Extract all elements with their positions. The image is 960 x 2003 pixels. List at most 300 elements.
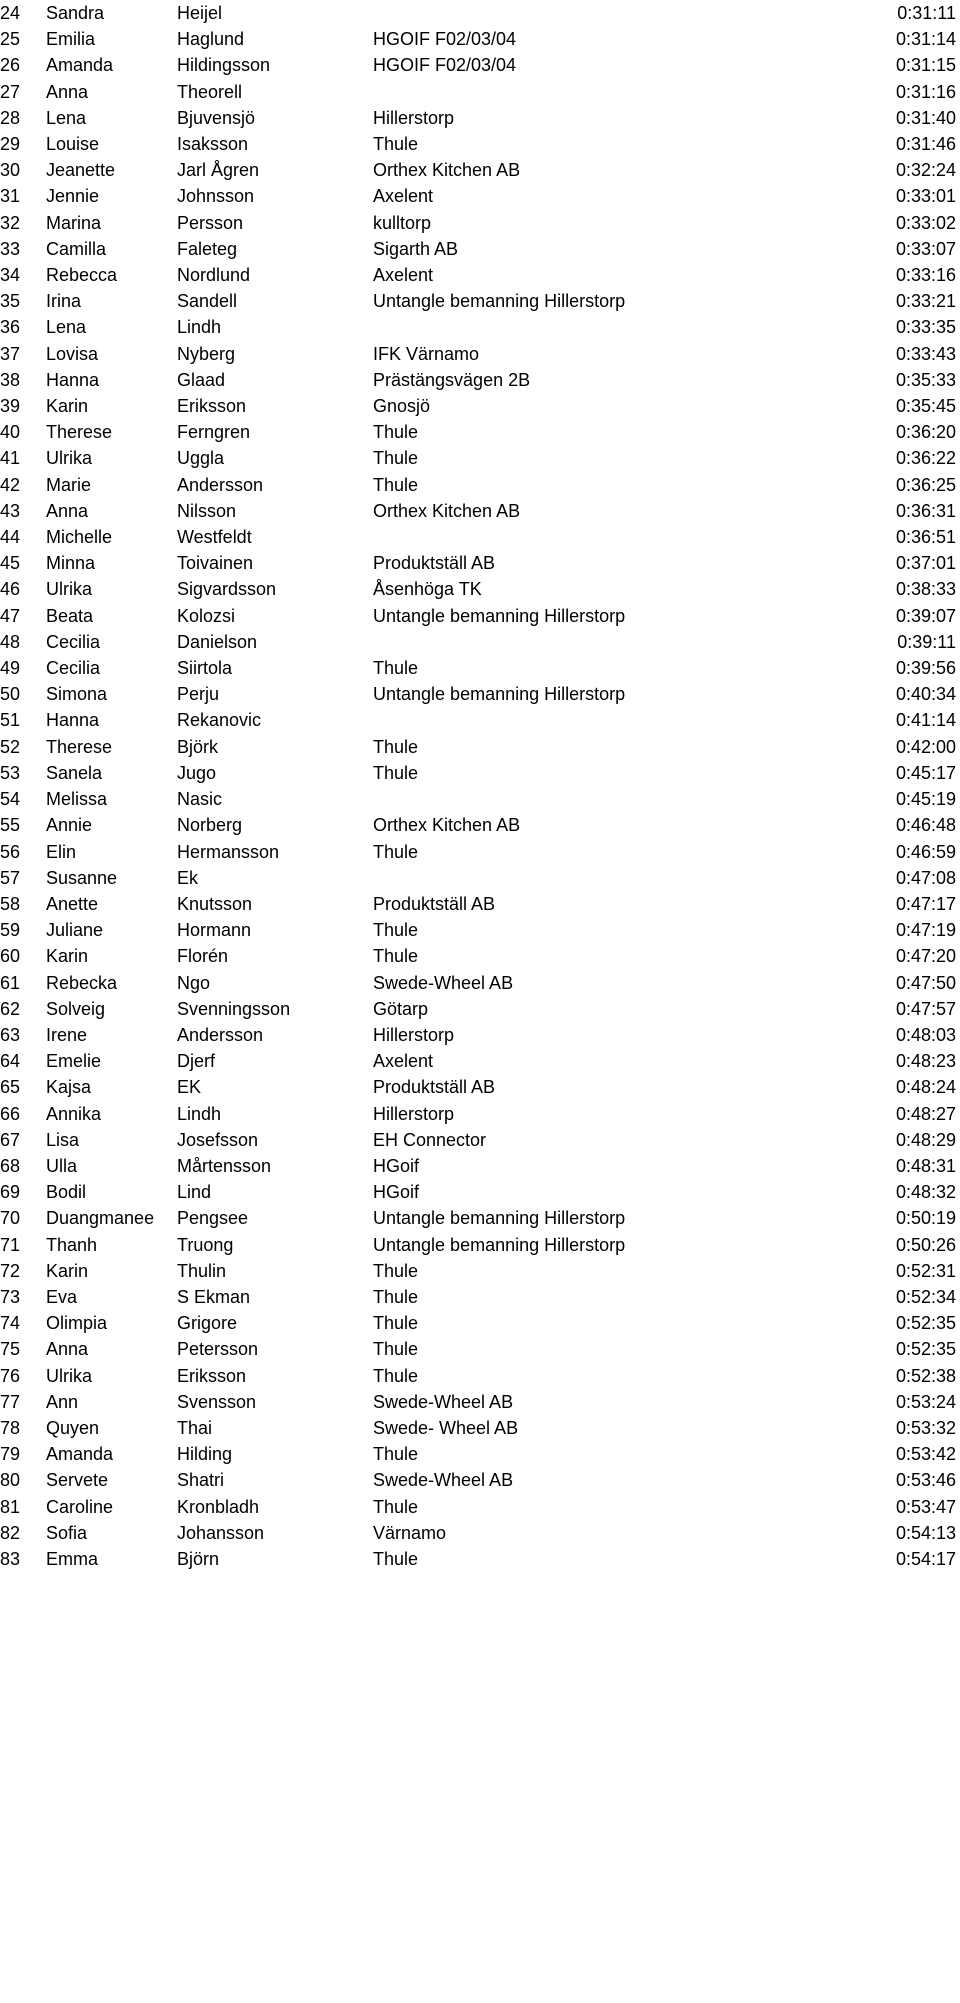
club-cell: Axelent	[373, 186, 434, 207]
time-cell: 0:35:45	[895, 396, 956, 417]
club-cell	[373, 314, 683, 340]
last-name-cell: Ngo	[177, 972, 211, 993]
time-cell: 0:33:21	[895, 291, 956, 312]
first-name-cell: Cecilia	[46, 631, 101, 652]
first-name-cell: Lena	[46, 107, 87, 128]
place-cell: 40	[0, 422, 21, 443]
last-name-cell: Johnsson	[177, 186, 255, 207]
last-name-cell: Djerf	[177, 1051, 216, 1072]
club-cell: Orthex Kitchen AB	[373, 160, 521, 181]
last-name-cell: Hilding	[177, 1444, 233, 1465]
last-name-cell: Faleteg	[177, 238, 238, 259]
club-cell	[373, 79, 683, 105]
result-row	[0, 1127, 960, 1153]
first-name-cell: Solveig	[46, 998, 106, 1019]
place-cell: 31	[0, 186, 21, 207]
time-cell: 0:33:07	[895, 238, 956, 259]
first-name-cell: Therese	[46, 736, 113, 757]
last-name-cell: Josefsson	[177, 1129, 259, 1150]
club-cell: Thule	[373, 1548, 419, 1569]
club-cell: Thule	[373, 1313, 419, 1334]
last-name-cell: Björk	[177, 736, 219, 757]
first-name-cell: Emilia	[46, 29, 96, 50]
time-cell: 0:47:19	[895, 920, 956, 941]
first-name-cell: Annika	[46, 1103, 102, 1124]
place-cell: 67	[0, 1129, 21, 1150]
last-name-cell: Andersson	[177, 1024, 264, 1045]
result-row	[0, 1415, 960, 1441]
last-name-cell: Jugo	[177, 762, 217, 783]
place-cell: 75	[0, 1339, 21, 1360]
first-name-cell: Lena	[46, 317, 87, 338]
club-cell: Götarp	[373, 998, 429, 1019]
first-name-cell: Juliane	[46, 920, 104, 941]
first-name-cell: Lisa	[46, 1129, 80, 1150]
club-cell: Untangle bemanning Hillerstorp	[373, 1234, 626, 1255]
result-row	[0, 1494, 960, 1520]
last-name-cell: Theorell	[177, 81, 243, 102]
place-cell: 63	[0, 1024, 21, 1045]
place-cell: 48	[0, 631, 21, 652]
result-row	[0, 603, 960, 629]
time-cell: 0:37:01	[895, 553, 956, 574]
last-name-cell: Knutsson	[177, 893, 253, 914]
result-row	[0, 1546, 960, 1572]
result-row	[0, 1232, 960, 1258]
time-cell: 0:47:17	[895, 893, 956, 914]
last-name-cell: Truong	[177, 1234, 234, 1255]
time-cell: 0:54:13	[895, 1522, 956, 1543]
result-row	[0, 1389, 960, 1415]
last-name-cell: Heijel	[177, 3, 223, 23]
place-cell: 32	[0, 212, 21, 233]
place-cell: 29	[0, 134, 21, 155]
place-cell: 80	[0, 1470, 21, 1491]
result-row	[0, 943, 960, 969]
last-name-cell: Norberg	[177, 815, 243, 836]
place-cell: 57	[0, 867, 21, 888]
club-cell: HGoif	[373, 1182, 420, 1203]
club-cell: Sigarth AB	[373, 238, 459, 259]
place-cell: 70	[0, 1208, 21, 1229]
result-row	[0, 970, 960, 996]
club-cell: Thule	[373, 1496, 419, 1517]
first-name-cell: Cecilia	[46, 658, 101, 679]
last-name-cell: Uggla	[177, 448, 225, 469]
result-row	[0, 524, 960, 550]
last-name-cell: Isaksson	[177, 134, 249, 155]
time-cell: 0:32:24	[895, 160, 956, 181]
first-name-cell: Emma	[46, 1548, 99, 1569]
place-cell: 64	[0, 1051, 21, 1072]
place-cell: 33	[0, 238, 21, 259]
time-cell: 0:48:32	[895, 1182, 956, 1203]
place-cell: 60	[0, 946, 21, 967]
first-name-cell: Ulla	[46, 1155, 78, 1176]
last-name-cell: Johansson	[177, 1522, 265, 1543]
first-name-cell: Ulrika	[46, 1365, 93, 1386]
last-name-cell: Bjuvensjö	[177, 107, 256, 128]
place-cell: 55	[0, 815, 21, 836]
result-row	[0, 288, 960, 314]
place-cell: 52	[0, 736, 21, 757]
time-cell: 0:53:24	[895, 1391, 956, 1412]
club-cell: Thule	[373, 1444, 419, 1465]
club-cell: Untangle bemanning Hillerstorp	[373, 684, 626, 705]
last-name-cell: Lindh	[177, 317, 222, 338]
result-row	[0, 1205, 960, 1231]
place-cell: 74	[0, 1313, 21, 1334]
club-cell: Swede-Wheel AB	[373, 1391, 514, 1412]
club-cell: HGoif	[373, 1155, 420, 1176]
first-name-cell: Simona	[46, 684, 108, 705]
result-row	[0, 1520, 960, 1546]
place-cell: 39	[0, 396, 21, 417]
time-cell: 0:53:46	[895, 1470, 956, 1491]
club-cell: Untangle bemanning Hillerstorp	[373, 291, 626, 312]
first-name-cell: Anna	[46, 500, 89, 521]
result-row	[0, 629, 960, 655]
time-cell: 0:48:24	[895, 1077, 956, 1098]
club-cell	[373, 707, 683, 733]
first-name-cell: Bodil	[46, 1182, 87, 1203]
last-name-cell: EK	[177, 1077, 202, 1098]
result-row	[0, 1153, 960, 1179]
result-row	[0, 262, 960, 288]
result-row	[0, 1336, 960, 1362]
club-cell: EH Connector	[373, 1129, 487, 1150]
result-row	[0, 812, 960, 838]
last-name-cell: Kronbladh	[177, 1496, 260, 1517]
place-cell: 44	[0, 527, 21, 548]
first-name-cell: Sanela	[46, 762, 103, 783]
place-cell: 69	[0, 1182, 21, 1203]
club-cell	[373, 786, 683, 812]
last-name-cell: Petersson	[177, 1339, 259, 1360]
first-name-cell: Beata	[46, 605, 94, 626]
first-name-cell: Hanna	[46, 369, 100, 390]
first-name-cell: Minna	[46, 553, 96, 574]
first-name-cell: Karin	[46, 1260, 89, 1281]
result-row	[0, 786, 960, 812]
time-cell: 0:36:22	[895, 448, 956, 469]
place-cell: 37	[0, 343, 21, 364]
club-cell: Thule	[373, 736, 419, 757]
place-cell: 76	[0, 1365, 21, 1386]
club-cell: HGOIF F02/03/04	[373, 55, 517, 76]
result-row	[0, 917, 960, 943]
place-cell: 30	[0, 160, 21, 181]
time-cell: 0:33:02	[895, 212, 956, 233]
place-cell: 45	[0, 553, 21, 574]
time-cell: 0:47:20	[895, 946, 956, 967]
club-cell	[373, 0, 683, 26]
time-cell: 0:31:11	[897, 3, 956, 23]
last-name-cell: Nordlund	[177, 265, 251, 286]
first-name-cell: Thanh	[46, 1234, 98, 1255]
last-name-cell: Ek	[177, 867, 199, 888]
result-row	[0, 734, 960, 760]
first-name-cell: Irina	[46, 291, 82, 312]
last-name-cell: Glaad	[177, 369, 226, 390]
place-cell: 72	[0, 1260, 21, 1281]
time-cell: 0:52:35	[895, 1339, 956, 1360]
time-cell: 0:47:57	[895, 998, 956, 1019]
last-name-cell: Sigvardsson	[177, 579, 277, 600]
time-cell: 0:52:35	[895, 1313, 956, 1334]
result-row	[0, 1179, 960, 1205]
result-row	[0, 105, 960, 131]
club-cell: Gnosjö	[373, 396, 431, 417]
result-row	[0, 839, 960, 865]
last-name-cell: Thai	[177, 1417, 213, 1438]
first-name-cell: Anette	[46, 893, 99, 914]
first-name-cell: Kajsa	[46, 1077, 92, 1098]
time-cell: 0:50:19	[895, 1208, 956, 1229]
time-cell: 0:31:16	[895, 81, 956, 102]
time-cell: 0:54:17	[895, 1548, 956, 1569]
time-cell: 0:52:34	[895, 1286, 956, 1307]
club-cell: Hillerstorp	[373, 1024, 455, 1045]
time-cell: 0:33:01	[895, 186, 956, 207]
time-cell: 0:53:32	[895, 1417, 956, 1438]
last-name-cell: Thulin	[177, 1260, 227, 1281]
first-name-cell: Ulrika	[46, 448, 93, 469]
result-row	[0, 314, 960, 340]
last-name-cell: Shatri	[177, 1470, 225, 1491]
first-name-cell: Sofia	[46, 1522, 88, 1543]
last-name-cell: Sandell	[177, 291, 238, 312]
club-cell: Produktställ AB	[373, 553, 496, 574]
place-cell: 53	[0, 762, 21, 783]
place-cell: 28	[0, 107, 21, 128]
result-row	[0, 996, 960, 1022]
time-cell: 0:50:26	[895, 1234, 956, 1255]
club-cell: Swede- Wheel AB	[373, 1417, 519, 1438]
time-cell: 0:47:50	[895, 972, 956, 993]
place-cell: 56	[0, 841, 21, 862]
last-name-cell: Nyberg	[177, 343, 236, 364]
place-cell: 49	[0, 658, 21, 679]
last-name-cell: Jarl Ågren	[177, 160, 260, 181]
place-cell: 24	[0, 3, 21, 23]
last-name-cell: Hermansson	[177, 841, 280, 862]
place-cell: 71	[0, 1234, 21, 1255]
result-row	[0, 707, 960, 733]
first-name-cell: Jennie	[46, 186, 100, 207]
time-cell: 0:39:11	[897, 631, 956, 652]
first-name-cell: Quyen	[46, 1417, 100, 1438]
result-row	[0, 393, 960, 419]
time-cell: 0:48:23	[895, 1051, 956, 1072]
first-name-cell: Duangmanee	[46, 1208, 155, 1229]
first-name-cell: Lovisa	[46, 343, 99, 364]
first-name-cell: Caroline	[46, 1496, 114, 1517]
place-cell: 41	[0, 448, 21, 469]
club-cell: Hillerstorp	[373, 1103, 455, 1124]
time-cell: 0:52:31	[895, 1260, 956, 1281]
result-row	[0, 498, 960, 524]
club-cell: Thule	[373, 762, 419, 783]
last-name-cell: Haglund	[177, 29, 245, 50]
club-cell: Axelent	[373, 265, 434, 286]
last-name-cell: Perju	[177, 684, 220, 705]
result-row	[0, 891, 960, 917]
club-cell: Thule	[373, 134, 419, 155]
place-cell: 81	[0, 1496, 21, 1517]
place-cell: 54	[0, 789, 21, 810]
club-cell: Hillerstorp	[373, 107, 455, 128]
first-name-cell: Camilla	[46, 238, 107, 259]
place-cell: 62	[0, 998, 21, 1019]
club-cell	[373, 865, 683, 891]
first-name-cell: Therese	[46, 422, 113, 443]
first-name-cell: Ann	[46, 1391, 79, 1412]
first-name-cell: Anna	[46, 81, 89, 102]
club-cell: Thule	[373, 658, 419, 679]
place-cell: 65	[0, 1077, 21, 1098]
result-row	[0, 1048, 960, 1074]
time-cell: 0:31:40	[895, 107, 956, 128]
first-name-cell: Emelie	[46, 1051, 102, 1072]
place-cell: 73	[0, 1286, 21, 1307]
result-row	[0, 236, 960, 262]
result-row	[0, 183, 960, 209]
last-name-cell: Andersson	[177, 474, 264, 495]
last-name-cell: Nasic	[177, 789, 223, 810]
place-cell: 50	[0, 684, 21, 705]
time-cell: 0:52:38	[895, 1365, 956, 1386]
club-cell: Thule	[373, 841, 419, 862]
club-cell: kulltorp	[373, 212, 432, 233]
last-name-cell: Florén	[177, 946, 229, 967]
last-name-cell: Persson	[177, 212, 244, 233]
time-cell: 0:31:46	[895, 134, 956, 155]
last-name-cell: Ferngren	[177, 422, 251, 443]
last-name-cell: Eriksson	[177, 396, 247, 417]
time-cell: 0:36:51	[895, 527, 956, 548]
club-cell: Orthex Kitchen AB	[373, 500, 521, 521]
place-cell: 59	[0, 920, 21, 941]
last-name-cell: Hormann	[177, 920, 252, 941]
club-cell	[373, 524, 683, 550]
time-cell: 0:53:42	[895, 1444, 956, 1465]
result-row	[0, 367, 960, 393]
first-name-cell: Jeanette	[46, 160, 116, 181]
time-cell: 0:45:17	[895, 762, 956, 783]
first-name-cell: Sandra	[46, 3, 105, 23]
club-cell: Thule	[373, 1260, 419, 1281]
result-row	[0, 550, 960, 576]
first-name-cell: Susanne	[46, 867, 118, 888]
club-cell: Thule	[373, 474, 419, 495]
result-row	[0, 1467, 960, 1493]
last-name-cell: Pengsee	[177, 1208, 249, 1229]
time-cell: 0:38:33	[895, 579, 956, 600]
result-row	[0, 1022, 960, 1048]
first-name-cell: Servete	[46, 1470, 109, 1491]
first-name-cell: Annie	[46, 815, 93, 836]
place-cell: 79	[0, 1444, 21, 1465]
result-row	[0, 1441, 960, 1467]
time-cell: 0:35:33	[895, 369, 956, 390]
last-name-cell: Lindh	[177, 1103, 222, 1124]
time-cell: 0:36:20	[895, 422, 956, 443]
result-row	[0, 1258, 960, 1284]
place-cell: 66	[0, 1103, 21, 1124]
time-cell: 0:31:14	[895, 29, 956, 50]
club-cell	[373, 629, 683, 655]
place-cell: 68	[0, 1155, 21, 1176]
first-name-cell: Michelle	[46, 527, 113, 548]
result-row	[0, 1363, 960, 1389]
result-row	[0, 576, 960, 602]
first-name-cell: Elin	[46, 841, 77, 862]
result-row	[0, 1101, 960, 1127]
result-row	[0, 760, 960, 786]
last-name-cell: Kolozsi	[177, 605, 236, 626]
last-name-cell: Toivainen	[177, 553, 254, 574]
result-row	[0, 210, 960, 236]
last-name-cell: S Ekman	[177, 1286, 251, 1307]
last-name-cell: Nilsson	[177, 500, 237, 521]
club-cell: Thule	[373, 920, 419, 941]
first-name-cell: Louise	[46, 134, 100, 155]
club-cell: Thule	[373, 1286, 419, 1307]
first-name-cell: Hanna	[46, 710, 100, 731]
time-cell: 0:33:16	[895, 265, 956, 286]
place-cell: 27	[0, 81, 21, 102]
place-cell: 34	[0, 265, 21, 286]
last-name-cell: Björn	[177, 1548, 220, 1569]
first-name-cell: Karin	[46, 946, 89, 967]
place-cell: 82	[0, 1522, 21, 1543]
last-name-cell: Siirtola	[177, 658, 233, 679]
club-cell: IFK Värnamo	[373, 343, 480, 364]
first-name-cell: Marie	[46, 474, 92, 495]
result-row	[0, 472, 960, 498]
first-name-cell: Olimpia	[46, 1313, 108, 1334]
last-name-cell: Danielson	[177, 631, 258, 652]
place-cell: 61	[0, 972, 21, 993]
time-cell: 0:48:29	[895, 1129, 956, 1150]
time-cell: 0:36:25	[895, 474, 956, 495]
last-name-cell: Eriksson	[177, 1365, 247, 1386]
result-row	[0, 865, 960, 891]
time-cell: 0:48:03	[895, 1024, 956, 1045]
club-cell: Untangle bemanning Hillerstorp	[373, 1208, 626, 1229]
first-name-cell: Eva	[46, 1286, 78, 1307]
place-cell: 51	[0, 710, 21, 731]
last-name-cell: Westfeldt	[177, 527, 252, 548]
last-name-cell: Svensson	[177, 1391, 257, 1412]
first-name-cell: Amanda	[46, 55, 114, 76]
last-name-cell: Grigore	[177, 1313, 238, 1334]
club-cell: Åsenhöga TK	[373, 579, 482, 600]
time-cell: 0:36:31	[895, 500, 956, 521]
result-row	[0, 445, 960, 471]
result-row	[0, 1284, 960, 1310]
result-row	[0, 157, 960, 183]
time-cell: 0:47:08	[895, 867, 956, 888]
last-name-cell: Rekanovic	[177, 710, 262, 731]
club-cell: Produktställ AB	[373, 893, 496, 914]
place-cell: 78	[0, 1417, 21, 1438]
result-row	[0, 1310, 960, 1336]
club-cell: Thule	[373, 1339, 419, 1360]
first-name-cell: Karin	[46, 396, 89, 417]
place-cell: 35	[0, 291, 21, 312]
